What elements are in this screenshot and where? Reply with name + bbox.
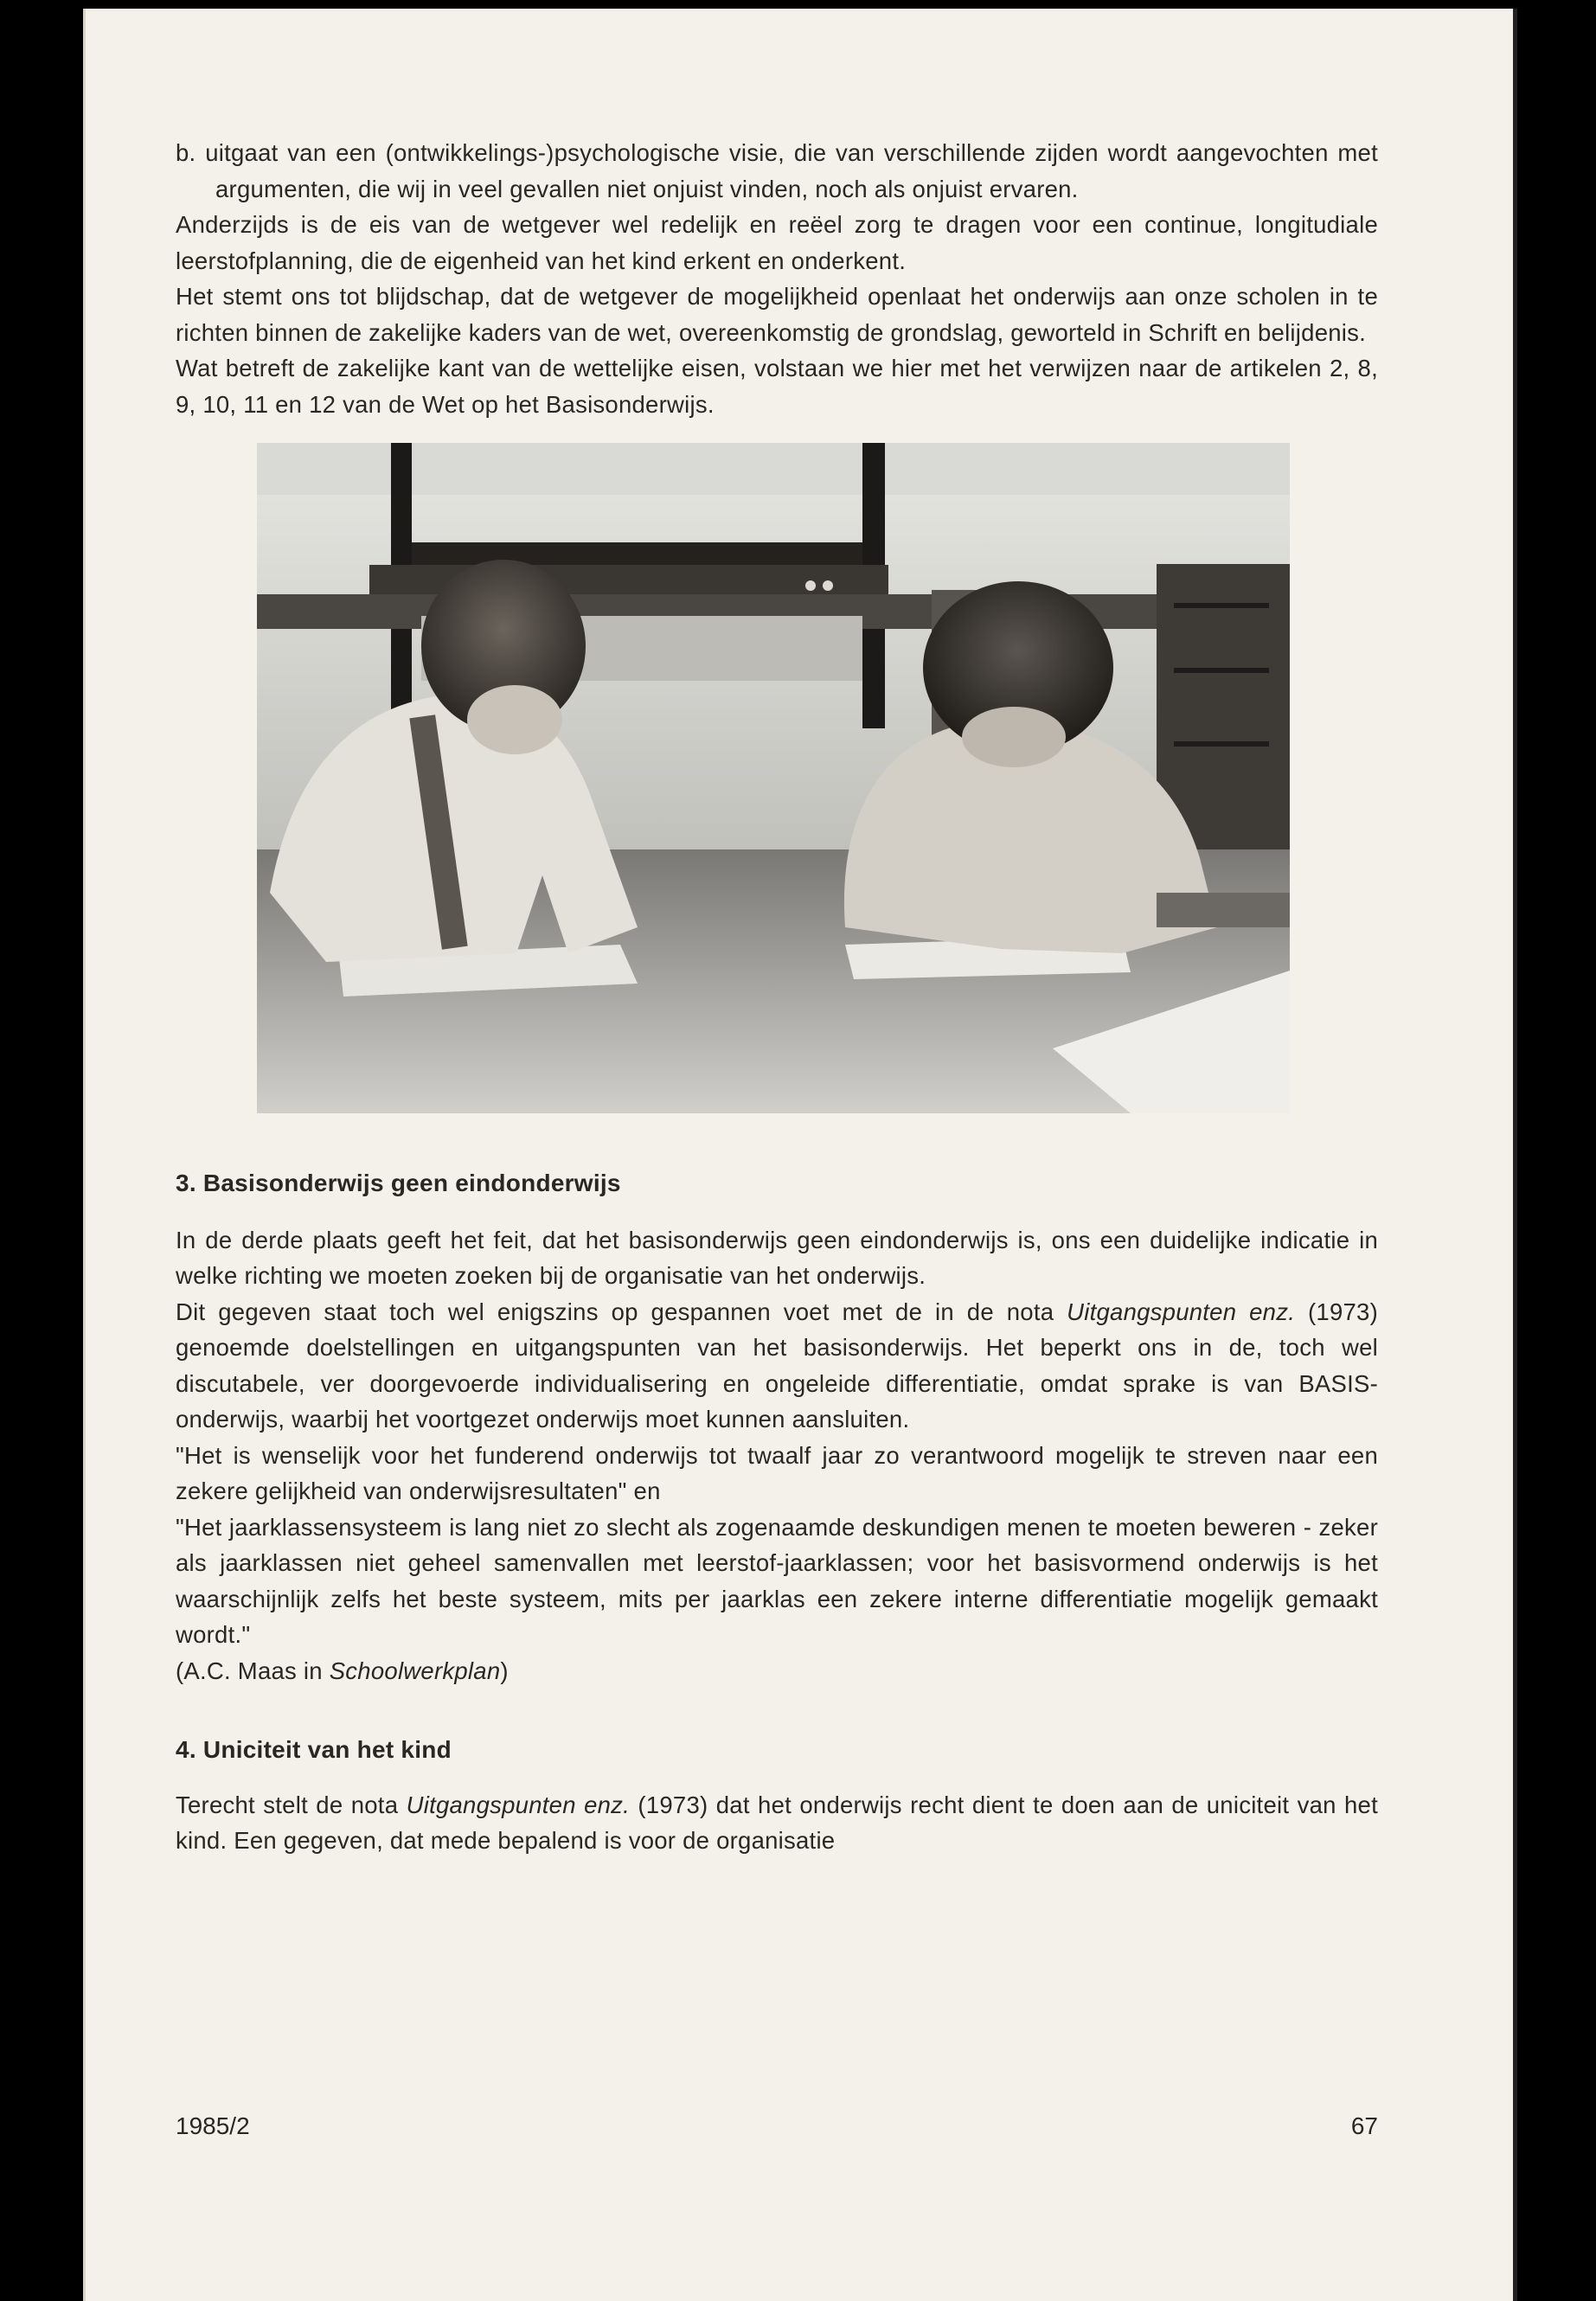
paragraph-uniciteit (176, 1787, 1378, 1859)
text-run: (1973) dat het onderwijs recht dient te doen aan de uniciteit van het kind. Een gegeven, dat mede bepalend is voor de organisatie (176, 1791, 1378, 1854)
photo-illustration (257, 443, 1290, 1113)
list-item-b: b. uitgaat van een (ontwikkelings-)psychologische visie, die van verschillende zijden wordt aangevochten met argumenten, die wij in veel gevallen niet onjuist vinden, noch als onjuist ervaren. (176, 139, 1378, 202)
text-run: Terecht stelt de nota (176, 1791, 407, 1818)
paragraph-derde-plaats: In de derde plaats geeft het feit, dat het basisonderwijs geen eindonderwijs is, ons een duidelijke indicatie in welke richting we moeten zoeken bij de organisatie van het onderwijs. (176, 1226, 1378, 1289)
photo-children-writing (257, 443, 1290, 1113)
text-run: Dit gegeven staat toch wel enigszins op gespannen voet met de in de nota (176, 1298, 1067, 1325)
text-run: (A.C. Maas in (176, 1657, 330, 1684)
quote-jaarklassensysteem: "Het jaarklassensysteem is lang niet zo slecht als zogenaamde deskundigen menen te moeten beweren - zeker als jaarklassen niet geheel samenvallen met leerstof-jaarklassen; voor het basisvormend onderwijs is het waarschijnlijk zelfs het beste systeem, mits per jaarklas een zekere interne differentiatie mogelijk gemaakt wordt." (176, 1513, 1378, 1648)
text-run: (1973) genoemde doelstellingen en uitgangspunten van het basisonderwijs. Het beperkt ons in de, toch wel discutabele, ver doorgevoerde individualisering en ongeleide differentiatie, omdat sprake is van BASIS-onderwijs, waarbij het voortgezet onderwijs moet kunnen aansluiten. (176, 1298, 1378, 1433)
italic-title: Uitgangspunten enz. (406, 1791, 631, 1818)
paragraph-zakelijke-kant: Wat betreft de zakelijke kant van de wettelijke eisen, volstaan we hier met het verwijzen naar de artikelen 2, 8, 9, 10, 11 en 12 van de Wet op het Basisonderwijs. (176, 355, 1378, 418)
citation (176, 1653, 1378, 1689)
issue-number: 1985/2 (176, 2112, 250, 2139)
page-number: 67 (1350, 2112, 1378, 2139)
paragraph-gegeven (176, 1294, 1378, 1438)
section-4-heading: 4. Uniciteit van het kind (176, 1736, 452, 1763)
italic-title: Uitgangspunten enz. (1067, 1298, 1296, 1325)
paragraph-anderzijds: Anderzijds is de eis van de wetgever wel redelijk en reëel zorg te dragen voor een continue, longitudiale leerstofplanning, die de eigenheid van het kind erkent en onderkent. (176, 211, 1378, 274)
scanned-page (83, 9, 1517, 2301)
page-body (176, 135, 1378, 1859)
text-run: ) (500, 1657, 509, 1684)
italic-title: Schoolwerkplan (329, 1657, 501, 1684)
paragraph-blijdschap: Het stemt ons tot blijdschap, dat de wetgever de mogelijkheid openlaat het onderwijs aan onze scholen in te richten binnen de zakelijke kaders van de wet, overeenkomstig de grondslag, geworteld in Schrift en belijdenis. (176, 283, 1378, 346)
section-3-heading: 3. Basisonderwijs geen eindonderwijs (176, 1170, 621, 1196)
quote-wenselijk: "Het is wenselijk voor het funderend onderwijs tot twaalf jaar zo verantwoord mogelijk te streven naar een zekere gelijkheid van onderwijsresultaten" en (176, 1441, 1378, 1504)
